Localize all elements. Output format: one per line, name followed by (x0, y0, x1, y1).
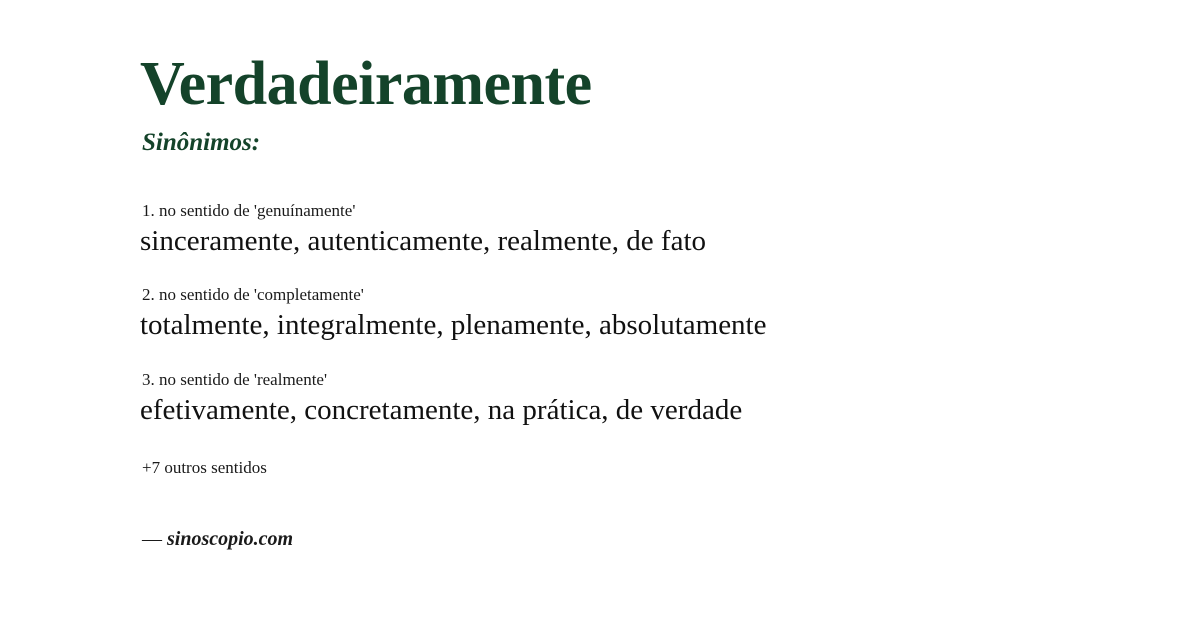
sense-entry (140, 285, 1060, 343)
sense-label: 2. no sentido de 'completamente' (142, 285, 364, 305)
sense-list (140, 201, 1060, 428)
em-dash: — (142, 527, 162, 550)
sense-entry (140, 370, 1060, 428)
sense-label: 3. no sentido de 'realmente' (142, 369, 328, 389)
sense-label: 1. no sentido de 'genuínamente' (142, 201, 356, 221)
source-name: sinoscopio.com (167, 527, 294, 550)
sense-synonyms: totalmente, integralmente, plenamente, absolutamente (140, 309, 767, 342)
sense-synonyms: sinceramente, autenticamente, realmente, de fato (140, 225, 707, 258)
sense-entry (140, 201, 1060, 259)
sense-synonyms: efetivamente, concretamente, na prática, de verdade (140, 393, 743, 426)
source-attribution (142, 528, 1060, 551)
page-title: Verdadeiramente (140, 50, 592, 118)
more-senses-note: +7 outros sentidos (142, 457, 267, 477)
synonyms-subtitle: Sinônimos: (142, 129, 261, 157)
